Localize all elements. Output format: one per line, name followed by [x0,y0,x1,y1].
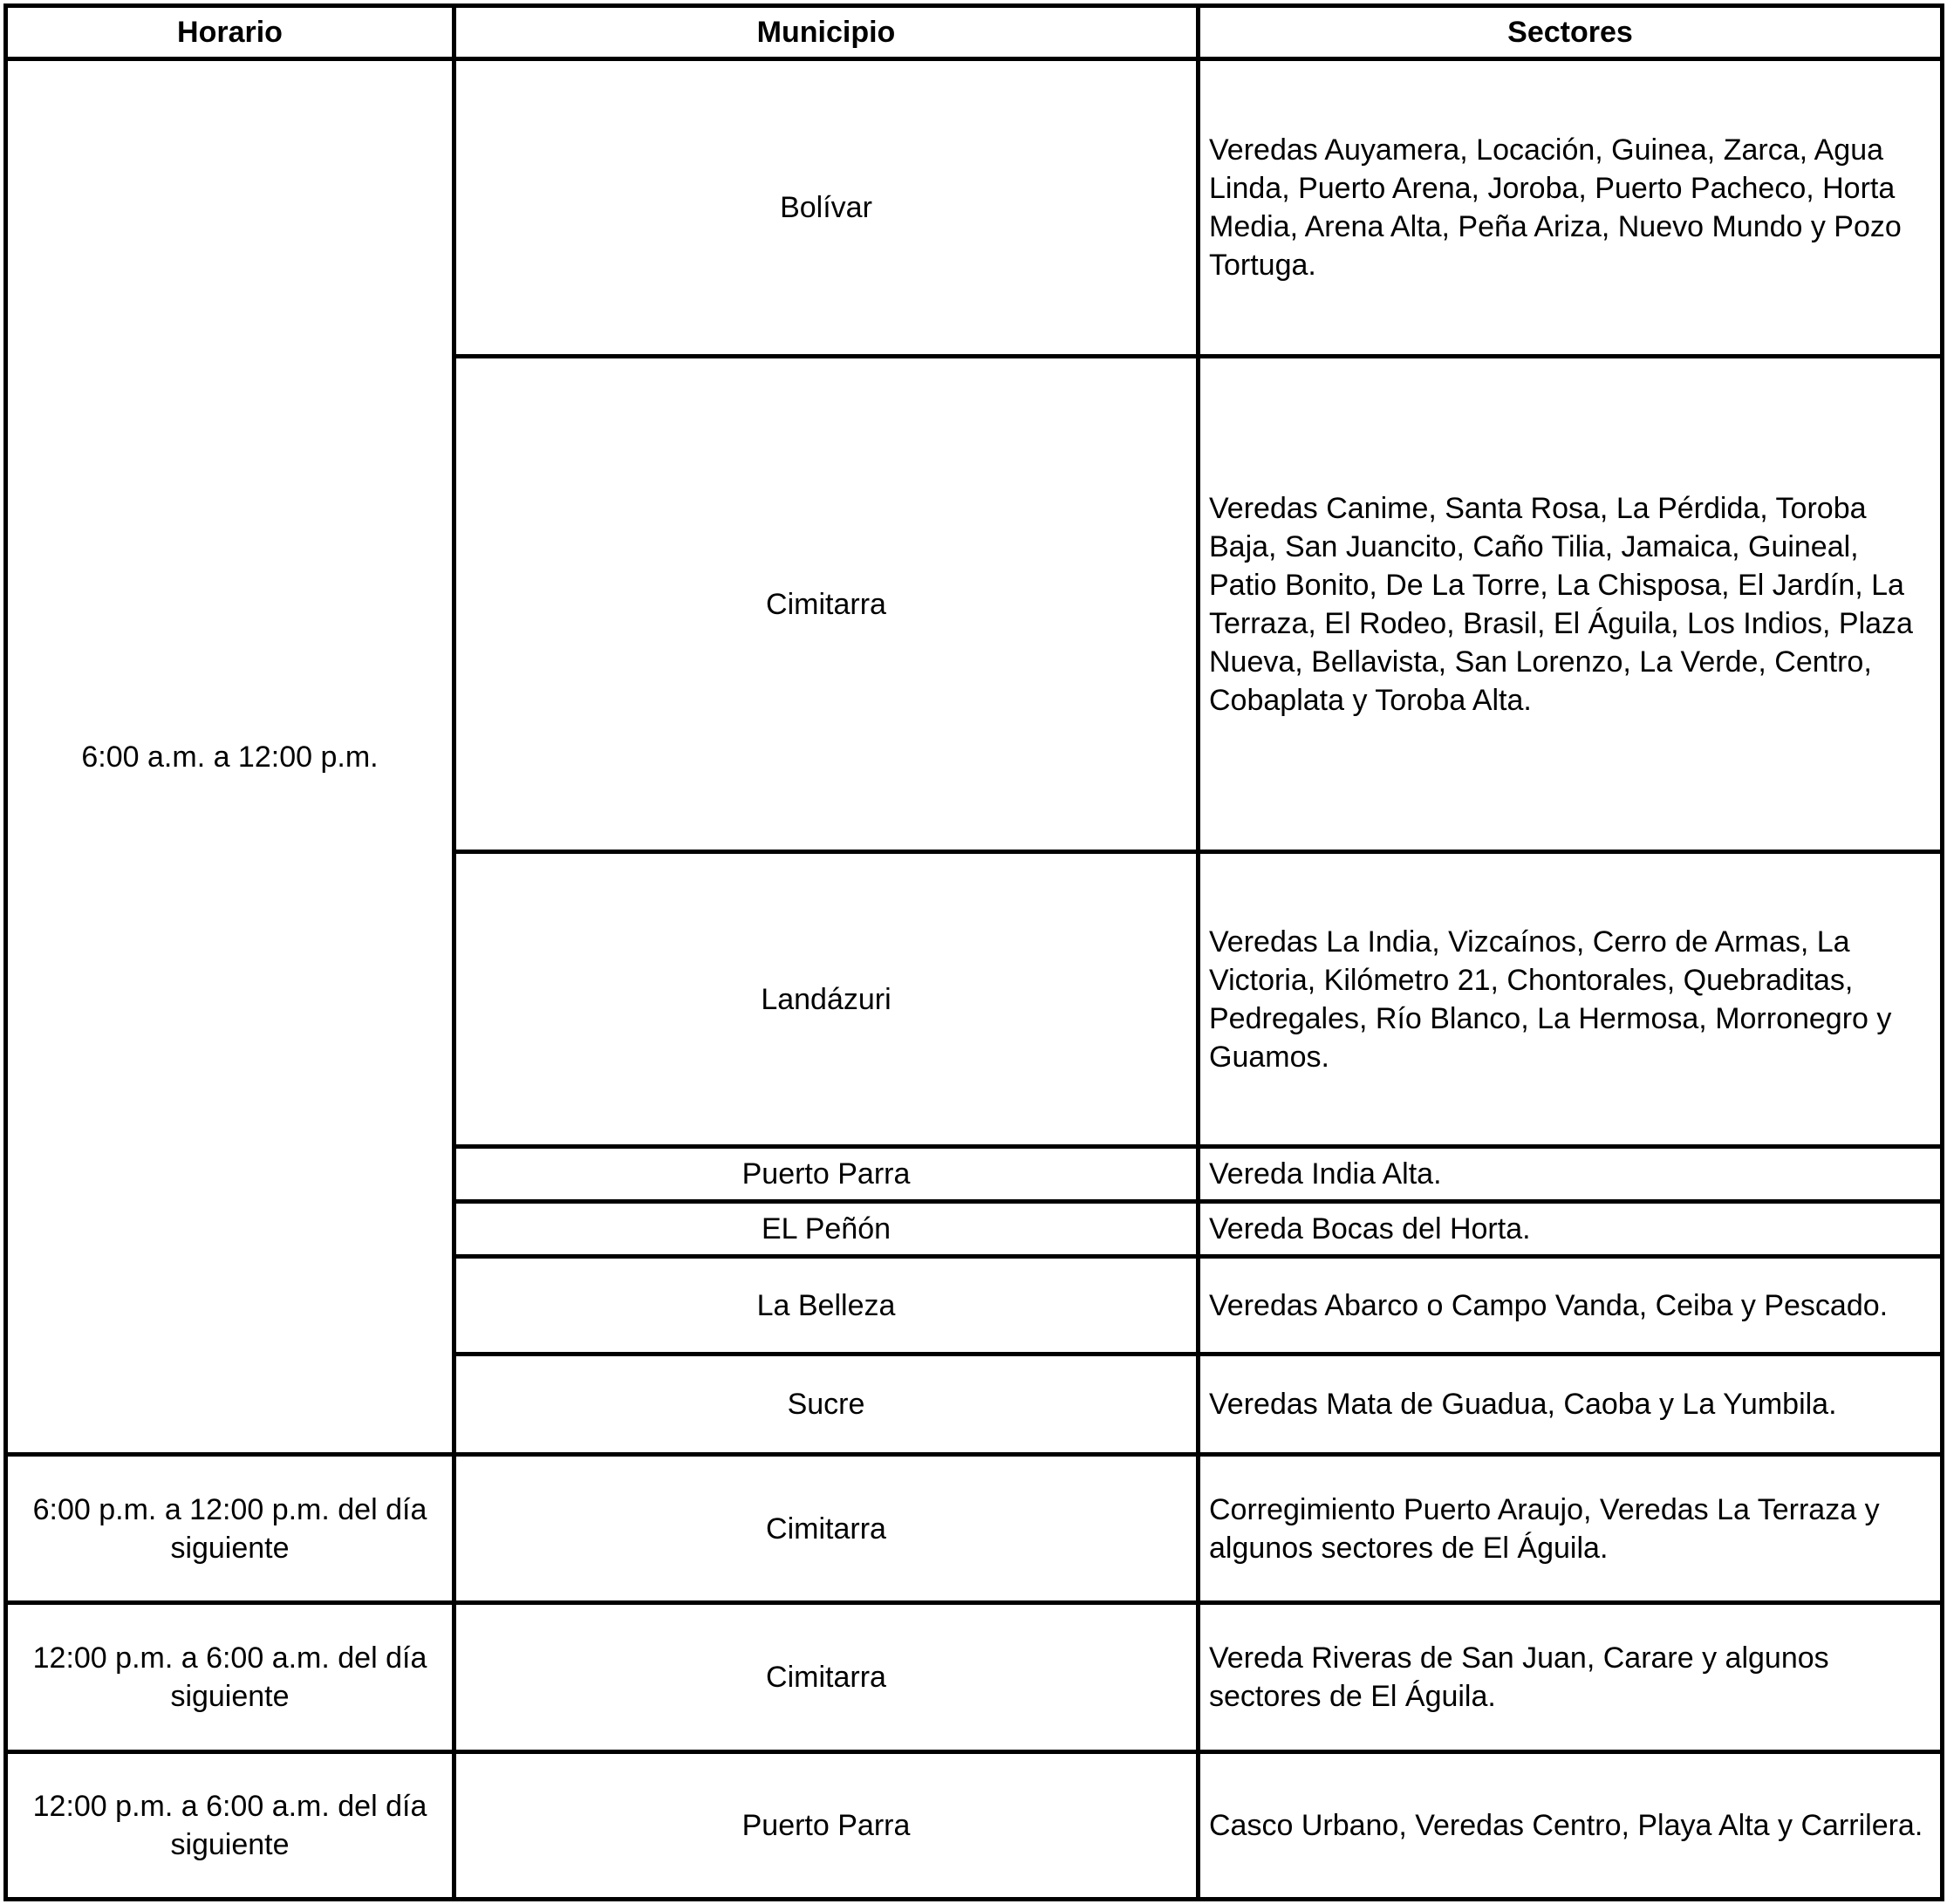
header-sectores: Sectores [1199,6,1943,59]
sectores-cell: Vereda Bocas del Horta. [1199,1202,1943,1257]
sectores-cell: Casco Urbano, Veredas Centro, Playa Alta y Carrilera. [1199,1752,1943,1900]
sectores-cell: Corregimiento Puerto Araujo, Veredas La Terraza y algunos sectores de El Águila. [1199,1455,1943,1603]
municipio-cell: Cimitarra [454,357,1199,852]
municipio-cell: EL Peñón [454,1202,1199,1257]
sectores-cell: Vereda Riveras de San Juan, Carare y algunos sectores de El Águila. [1199,1603,1943,1752]
header-municipio: Municipio [454,6,1199,59]
sectores-cell: Veredas La India, Vizcaínos, Cerro de Armas, La Victoria, Kilómetro 21, Chontorales, Quebraditas, Pedregales, Río Blanco, La Hermosa, Morronegro y Guamos. [1199,852,1943,1147]
table-row [6,59,1943,357]
sectores-cell: Veredas Abarco o Campo Vanda, Ceiba y Pescado. [1199,1257,1943,1355]
schedule-table [3,3,1944,1901]
municipio-cell: Cimitarra [454,1455,1199,1603]
horario-cell: 6:00 a.m. a 12:00 p.m. [6,59,454,1455]
horario-cell: 12:00 p.m. a 6:00 a.m. del día siguiente [6,1603,454,1752]
municipio-cell: Cimitarra [454,1603,1199,1752]
horario-cell: 12:00 p.m. a 6:00 a.m. del día siguiente [6,1752,454,1900]
municipio-cell: Sucre [454,1355,1199,1455]
header-row [6,6,1943,59]
sectores-cell: Veredas Mata de Guadua, Caoba y La Yumbila. [1199,1355,1943,1455]
table-row [6,1603,1943,1752]
municipio-cell: Landázuri [454,852,1199,1147]
sectores-cell: Vereda India Alta. [1199,1147,1943,1202]
header-horario: Horario [6,6,454,59]
table-row [6,1455,1943,1603]
municipio-cell: La Belleza [454,1257,1199,1355]
horario-cell: 6:00 p.m. a 12:00 p.m. del día siguiente [6,1455,454,1603]
municipio-cell: Puerto Parra [454,1147,1199,1202]
municipio-cell: Puerto Parra [454,1752,1199,1900]
municipio-cell: Bolívar [454,59,1199,357]
sectores-cell: Veredas Auyamera, Locación, Guinea, Zarca, Agua Linda, Puerto Arena, Joroba, Puerto Pacheco, Horta Media, Arena Alta, Peña Ariza, Nuevo Mundo y Pozo Tortuga. [1199,59,1943,357]
table-row [6,1752,1943,1900]
sectores-cell: Veredas Canime, Santa Rosa, La Pérdida, Toroba Baja, San Juancito, Caño Tilia, Jamaica, Guineal, Patio Bonito, De La Torre, La Chisposa, El Jardín, La Terraza, El Rodeo, Brasil, El Águila, Los Indios, Plaza Nueva, Bellavista, San Lorenzo, La Verde, Centro, Cobaplata y Toroba Alta. [1199,357,1943,852]
